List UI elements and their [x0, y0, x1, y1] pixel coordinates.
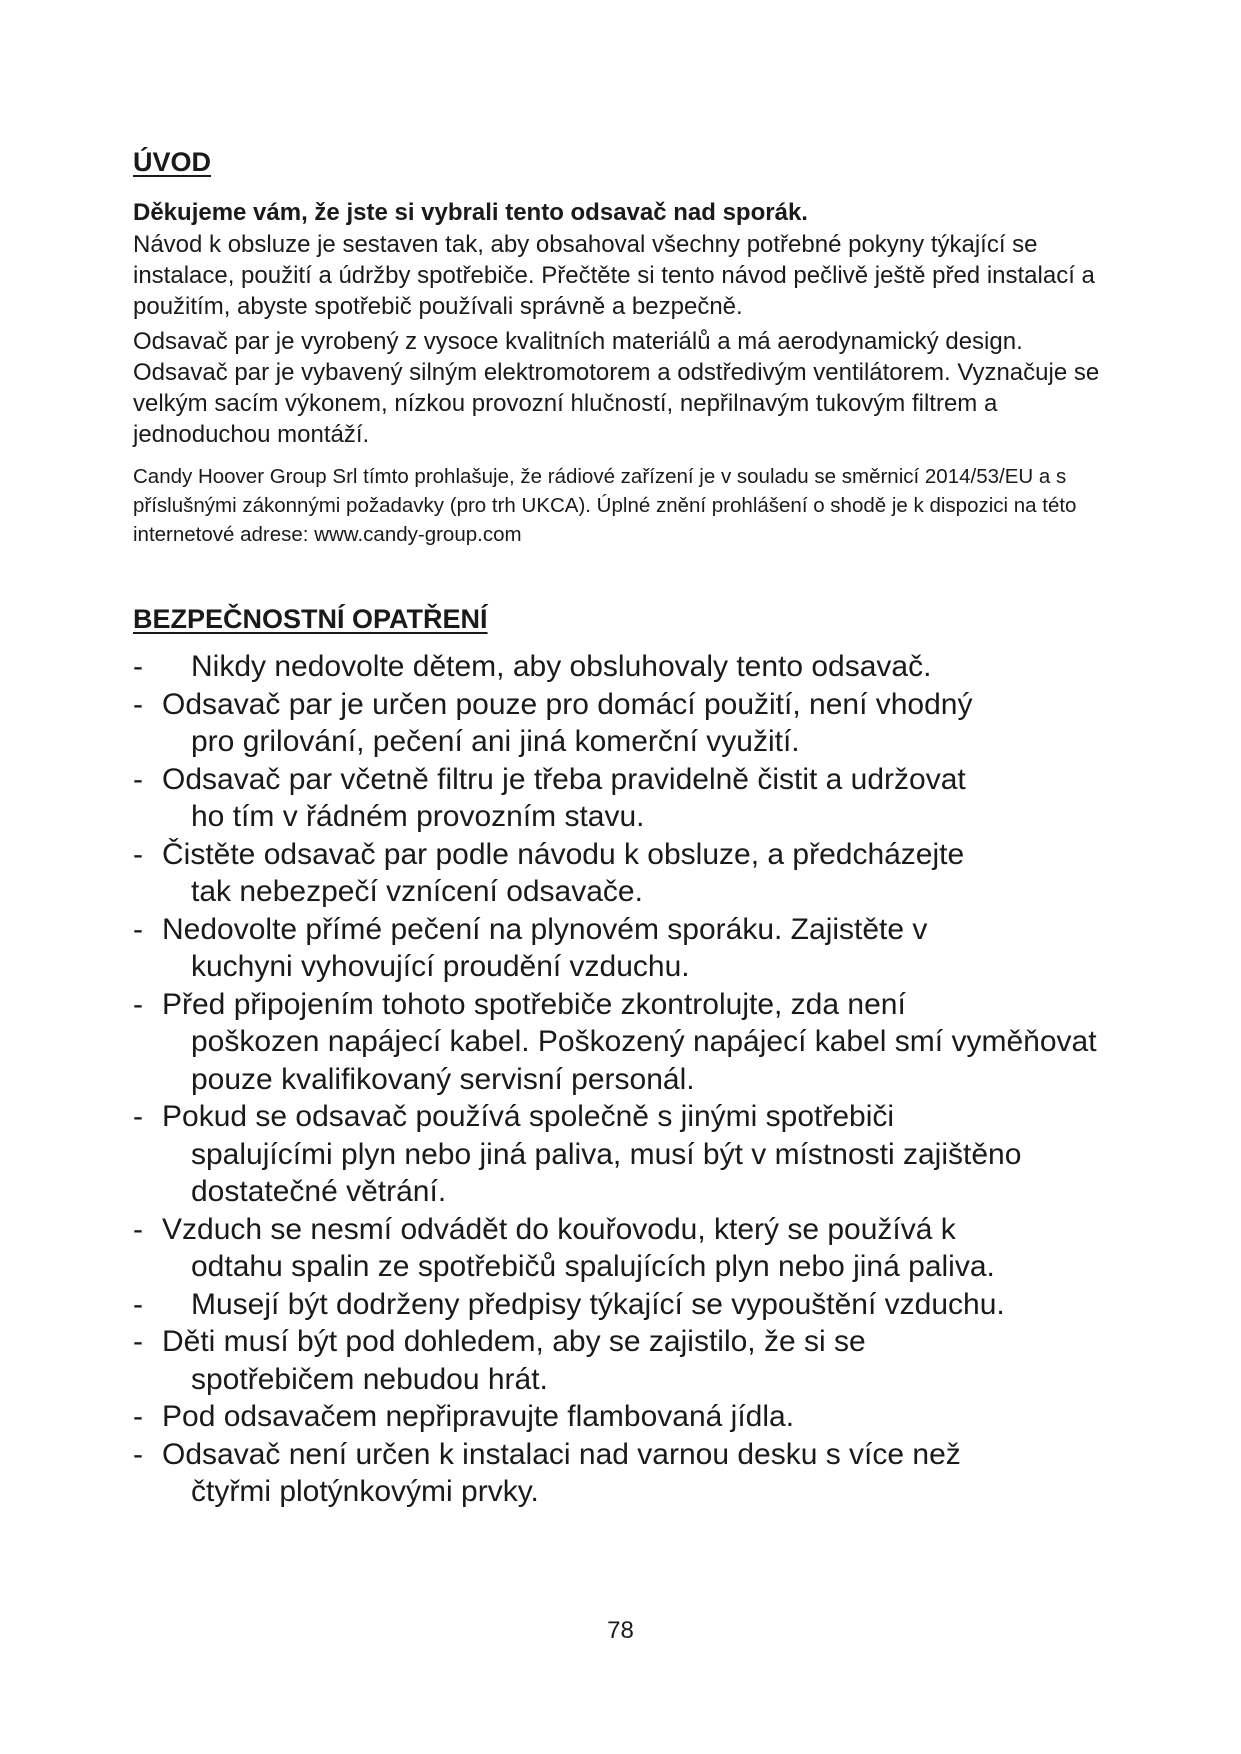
safety-item-text: Nedovolte přímé pečení na plynovém sporáku. Zajistěte v	[162, 912, 928, 946]
list-dash: -	[133, 1400, 143, 1433]
safety-item	[133, 648, 1133, 686]
list-dash: -	[133, 1100, 143, 1133]
list-dash: -	[133, 987, 143, 1021]
page-content	[133, 145, 1113, 1511]
safety-item-text: Odsavač par je určen pouze pro domácí použití, není vhodný	[162, 687, 973, 721]
safety-item-text: Před připojením tohoto spotřebiče zkontrolujte, zda není	[162, 987, 906, 1021]
safety-item-text: Čistěte odsavač par podle návodu k obsluze, a předcházejte	[162, 837, 965, 871]
safety-item-continuation: poškozen napájecí kabel. Poškozený napájecí kabel smí vyměňovat pouze kvalifikovaný servisní personál.	[191, 1025, 1097, 1096]
safety-item-continuation: odtahu spalin ze spotřebičů spalujících plyn nebo jiná paliva.	[191, 1250, 995, 1283]
list-dash: -	[133, 1325, 143, 1358]
safety-item-text: Musejí být dodrženy předpisy týkající se vypouštění vzduchu.	[191, 1287, 1005, 1321]
safety-item-text: Odsavač není určen k instalaci nad varnou desku s více než	[162, 1437, 961, 1471]
safety-item-text: Odsavač par včetně filtru je třeba pravidelně čistit a udržovat	[162, 762, 966, 796]
safety-item	[133, 1398, 1133, 1436]
safety-item-continuation: kuchyni vyhovující proudění vzduchu.	[191, 950, 690, 983]
safety-item-continuation: ho tím v řádném provozním stavu.	[191, 800, 645, 833]
intro-paragraph-1: Návod k obsluze je sestaven tak, aby obsahoval všechny potřebné pokyny týkající se instalace, použití a údržby spotřebiče. Přečtěte si tento návod pečlivě ještě před instalací a použitím, abyste spotřebič používali správně a bezpečně.	[133, 231, 1095, 320]
list-dash: -	[133, 762, 143, 796]
safety-item-continuation: čtyřmi plotýnkovými prvky.	[191, 1475, 539, 1508]
safety-item	[133, 836, 1133, 911]
list-dash: -	[133, 1287, 143, 1321]
safety-item-text: Vzduch se nesmí odvádět do kouřovodu, který se používá k	[162, 1212, 956, 1246]
safety-heading: BEZPEČNOSTNÍ OPATŘENÍ	[133, 604, 488, 634]
safety-item	[133, 1286, 1133, 1324]
safety-item-text: Pod odsavačem nepřipravujte flambovaná jídla.	[162, 1400, 795, 1433]
intro-lead: Děkujeme vám, že jste si vybrali tento odsavač nad sporák.	[133, 199, 808, 226]
safety-item	[133, 1098, 1133, 1211]
safety-item-text: Nikdy nedovolte dětem, aby obsluhovaly tento odsavač.	[191, 650, 932, 683]
intro-paragraph-2: Odsavač par je vyrobený z vysoce kvalitních materiálů a má aerodynamický design. Odsavač par je vybavený silným elektromotorem a odstředivým ventilátorem. Vyznačuje se velkým sacím výkonem, nízkou provozní hlučností, nepřilnavým tukovým filtrem a jednoduchou montáží.	[133, 328, 1100, 448]
list-dash: -	[133, 1212, 143, 1246]
safety-list	[133, 648, 1133, 1511]
safety-item-text: Děti musí být pod dohledem, aby se zajistilo, že si se	[162, 1325, 866, 1358]
list-dash: -	[133, 837, 143, 871]
safety-item	[133, 1323, 1133, 1398]
safety-item-continuation: tak nebezpečí vznícení odsavače.	[191, 875, 643, 908]
safety-item-text: Pokud se odsavač používá společně s jinými spotřebiči	[162, 1100, 895, 1133]
safety-item	[133, 761, 1133, 836]
page-number: 78	[607, 1617, 634, 1644]
list-dash: -	[133, 687, 143, 721]
list-dash: -	[133, 912, 143, 946]
safety-item	[133, 911, 1133, 986]
list-dash: -	[133, 650, 143, 683]
safety-item	[133, 686, 1133, 761]
safety-item	[133, 1211, 1133, 1286]
safety-item	[133, 1436, 1133, 1511]
intro-heading: ÚVOD	[133, 147, 212, 177]
safety-item-continuation: spotřebičem nebudou hrát.	[191, 1362, 548, 1396]
safety-item-continuation: spalujícími plyn nebo jiná paliva, musí být v místnosti zajištěno dostatečné větrání.	[191, 1137, 1022, 1208]
list-dash: -	[133, 1437, 143, 1471]
safety-item	[133, 986, 1133, 1099]
declaration-of-conformity: Candy Hoover Group Srl tímto prohlašuje, že rádiové zařízení je v souladu se směrnicí 2014/53/EU a s příslušnými zákonnými požadavky (pro trh UKCA). Úplné znění prohlášení o shodě je k dispozici na této internetové adrese: www.candy-group.com	[133, 465, 1077, 546]
safety-item-continuation: pro grilování, pečení ani jiná komerční využití.	[191, 725, 800, 758]
